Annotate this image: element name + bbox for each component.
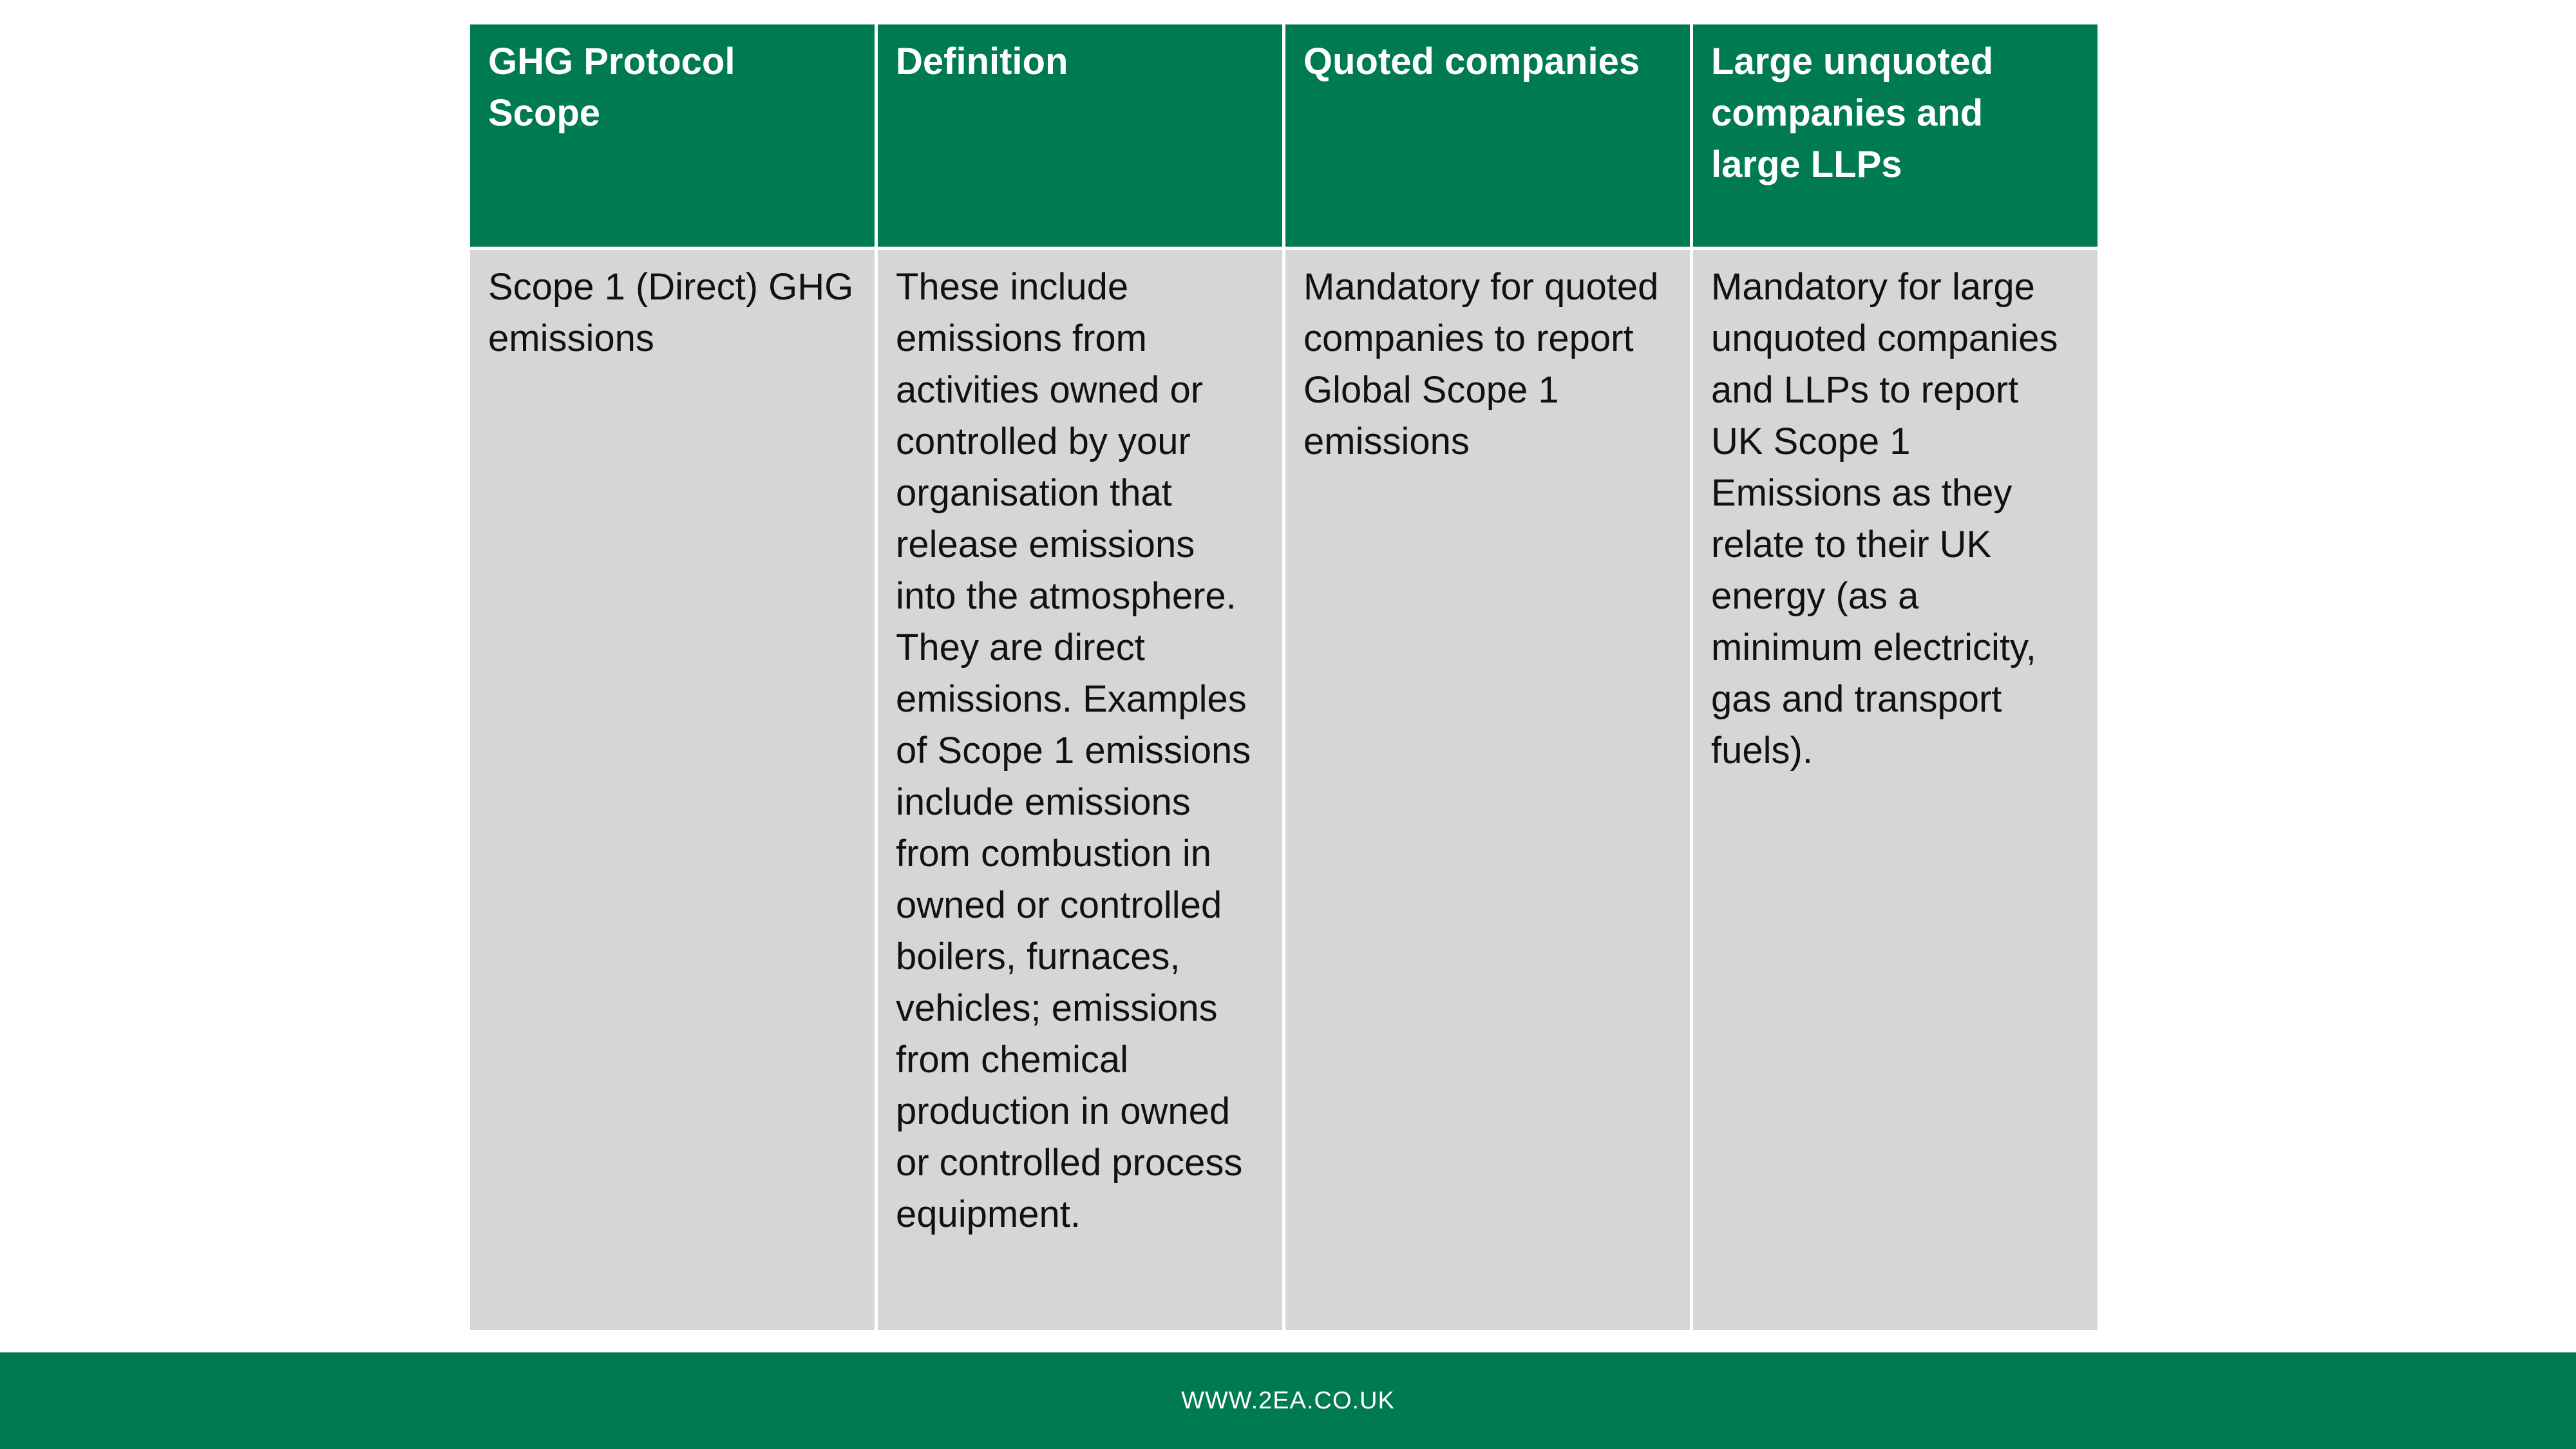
header-quoted-companies: Quoted companies [1284, 23, 1692, 249]
header-large-unquoted-companies: Large unquoted companies and large LLPs [1692, 23, 2099, 249]
header-ghg-protocol-scope: GHG Protocol Scope [469, 23, 876, 249]
table-header [469, 23, 2099, 249]
table-body [469, 249, 2099, 1332]
footer-bar [0, 1352, 2576, 1449]
scope-table [467, 21, 2101, 1333]
header-row [469, 23, 2099, 249]
cell-definition: These include emissions from activities owned or controlled by your organisation that release emissions into the atmosphere. They are direct emissions. Examples of Scope 1 emissions include emissions from combustion in owned or controlled boilers, furnaces, vehicles; emissions from chemical production in owned or controlled process equipment. [876, 249, 1284, 1332]
table-row [469, 249, 2099, 1332]
footer-website: WWW.2EA.CO.UK [1181, 1387, 1395, 1414]
cell-quoted-companies: Mandatory for quoted companies to report Global Scope 1 emissions [1284, 249, 1692, 1332]
cell-scope: Scope 1 (Direct) GHG emissions [469, 249, 876, 1332]
header-definition: Definition [876, 23, 1284, 249]
cell-large-unquoted-companies: Mandatory for large unquoted companies and LLPs to report UK Scope 1 Emissions as they relate to their UK energy (as a minimum electricity, gas and transport fuels). [1692, 249, 2099, 1332]
